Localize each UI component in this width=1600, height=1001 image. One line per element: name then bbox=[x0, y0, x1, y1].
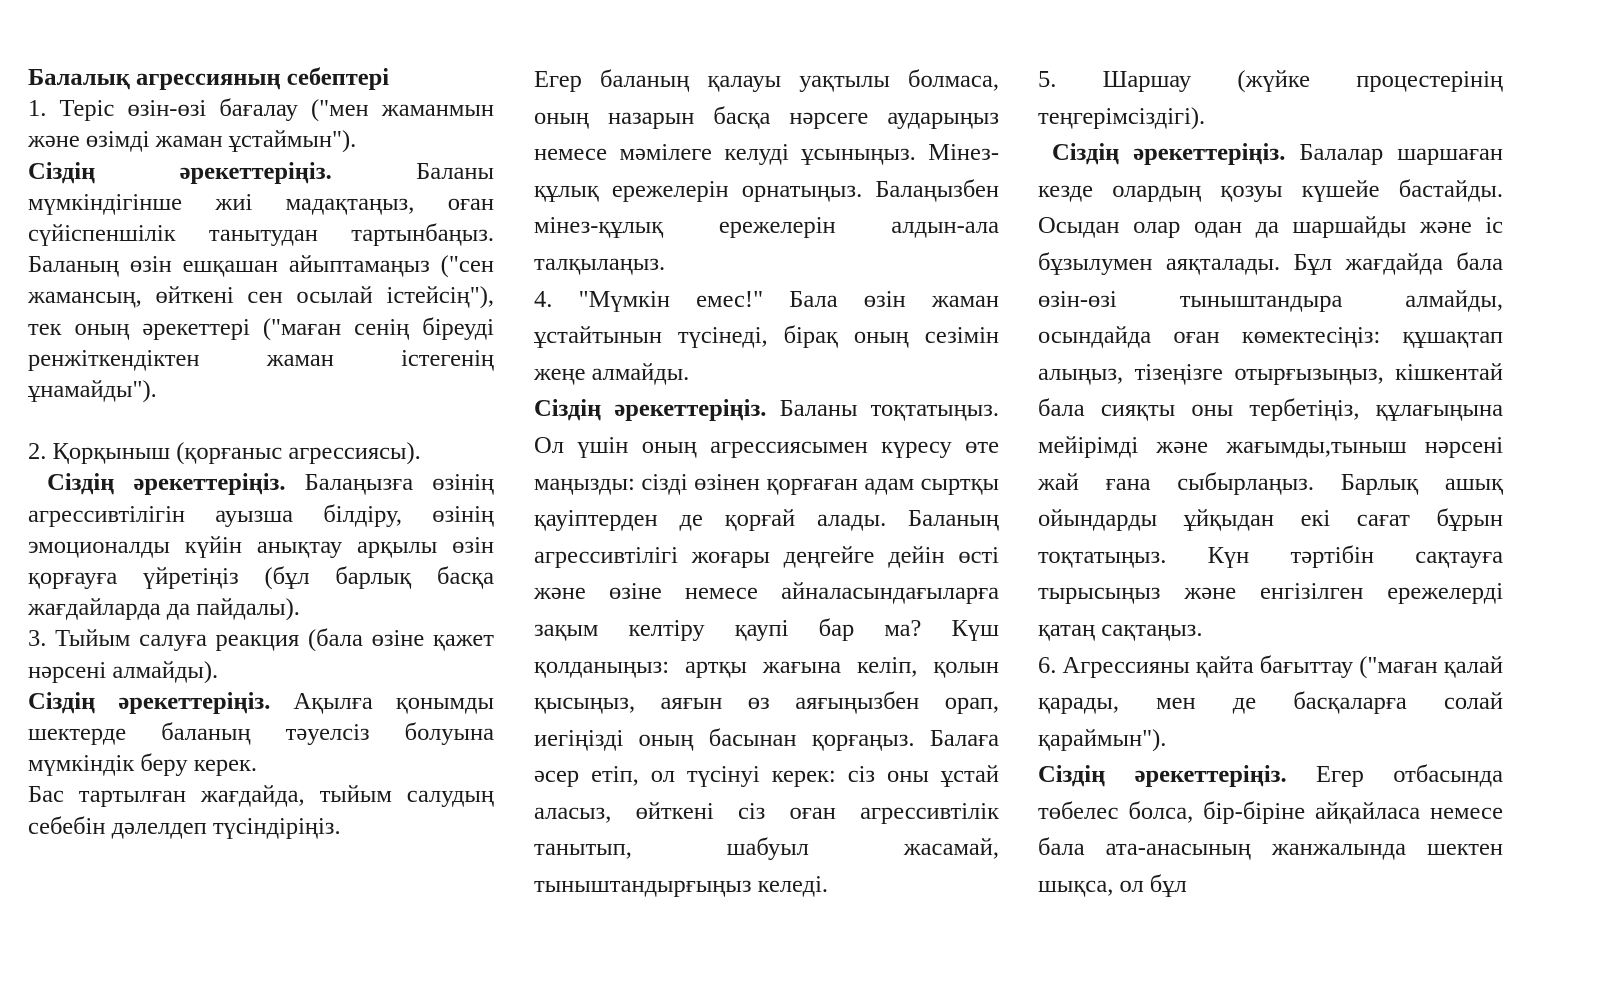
paragraph-action-2 bbox=[28, 467, 494, 623]
action-label: Сіздің әрекеттеріңіз. bbox=[1052, 139, 1286, 167]
paragraph-action-4 bbox=[534, 391, 999, 903]
paragraph-action-1 bbox=[28, 156, 494, 406]
paragraph-action-5 bbox=[1038, 135, 1503, 647]
action-label: Сіздің әрекеттеріңіз. bbox=[28, 157, 332, 185]
action-label: Сіздің әрекеттеріңіз. bbox=[534, 395, 767, 423]
paragraph-refusal: Бас тартылған жағдайда, тыйым салудың себебін дәлелдеп түсіндіріңіз. bbox=[28, 781, 494, 840]
paragraph-action-6 bbox=[1038, 757, 1503, 903]
action-text: Егер отбасында төбелес болса, бір-біріне айқайласа немесе бала ата-анасының жанжалында шектен шықса, ол бұл bbox=[1038, 761, 1503, 899]
action-text: Балаңызға өзінің агрессивтілігін ауызша білдіру, өзінің эмоционалды күйін анықтау арқылы өзін қорғауға үйретіңіз (бұл барлық басқа жағдайларда да пайдалы). bbox=[28, 469, 495, 622]
paragraph-cause-6: 6. Агрессияны қайта бағыттау ("маған қалай қарады, мен де басқаларға солай қараймын"). bbox=[1038, 651, 1503, 752]
action-text: Баланы мүмкіндігінше жиі мадақтаңыз, оған сүйіспеншілік танытудан тартынбаңыз. Баланың өзін ешқашан айыптамаңыз ("сен жамансың, өйткені сен осылай істейсің"), тек оның әрекеттері ("маған сенің біреуді ренжіткендіктен жаман істегенің ұнамайды"). bbox=[28, 157, 494, 404]
paragraph-cause-2: 2. Қорқыныш (қорғаныс агрессиясы). bbox=[28, 438, 421, 466]
paragraph-cause-5: 5. Шаршау (жүйке процестерінің теңгерімсіздігі). bbox=[1038, 66, 1503, 130]
paragraph-cause-1: 1. Теріс өзін-өзі бағалау ("мен жаманмын және өзімді жаман ұстаймын"). bbox=[28, 95, 494, 154]
document-title: Балалық агрессияның себептері bbox=[28, 64, 390, 91]
paragraph-cause-3: 3. Тыйым салуға реакция (бала өзіне қажет нәрсені алмайды). bbox=[28, 625, 494, 684]
action-label: Сіздің әрекеттеріңіз. bbox=[47, 469, 286, 497]
paragraph-continuation: Егер баланың қалауы уақтылы болмаса, оның назарын басқа нәрсеге аударыңыз немесе мәмілеге келуді ұсыныңыз. Мінез-құлық ережелерін орнатыңыз. Балаңызбен мінез-құлық ережелерін алдын-ала талқылаңыз. bbox=[534, 66, 999, 276]
paragraph-gap bbox=[28, 405, 494, 436]
action-label: Сіздің әрекеттеріңіз. bbox=[28, 687, 271, 715]
paragraph-action-3 bbox=[28, 686, 494, 780]
action-text: Баланы тоқтатыңыз. Ол үшін оның агрессиясымен күресу өте маңызды: сізді өзінен қорғаған адам сыртқы қауіптерден де қорғай алады. Баланың агрессивтілігі жоғары деңгейге дейін өсті және өзіне немесе айналасындағыларға зақым келтіру қаупі бар ма? Күш қолданыңыз: артқы жағына келіп, қолын қысыңыз, аяғын өз аяғыңызбен орап, иегіңізді оның басынан қорғаңыз. Балаға әсер етіп, ол түсінуі керек: сіз оны ұстай аласыз, өйткені сіз оған агрессивтілік танытып, шабуыл жасамай, тыныштандырғыңыз келеді. bbox=[534, 395, 999, 899]
action-text: Ақылға қонымды шектерде баланың тәуелсіз болуына мүмкіндік беру керек. bbox=[28, 687, 494, 778]
column-2 bbox=[534, 62, 999, 904]
column-3 bbox=[1038, 62, 1503, 904]
action-text: Балалар шаршаған кезде олардың қозуы күшейе бастайды. Осыдан олар одан да шаршайды және іс бұзылумен аяқталады. Бұл жағдайда бала өзін-өзі тыныштандыра алмайды, осындайда оған көмектесіңіз: құшақтап алыңыз, тізеңізге отырғызыңыз, кішкентай бала сияқты оны тербетіңіз, құлағыңына мейірімді және жағымды,тыныш нәрсені жай ғана сыбырлаңыз. Барлық ашық ойындарды ұйқыдан екі сағат бұрын тоқтатыңыз. Күн тәртібін сақтауға тырысыңыз және енгізілген ережелерді қатаң сақтаңыз. bbox=[1038, 139, 1504, 642]
column-1 bbox=[28, 62, 494, 842]
paragraph-cause-4: 4. "Мүмкін емес!" Бала өзін жаман ұстайтынын түсінеді, бірақ оның сезімін жеңе алмайды. bbox=[534, 285, 999, 386]
action-label: Сіздің әрекеттеріңіз. bbox=[1038, 761, 1287, 789]
